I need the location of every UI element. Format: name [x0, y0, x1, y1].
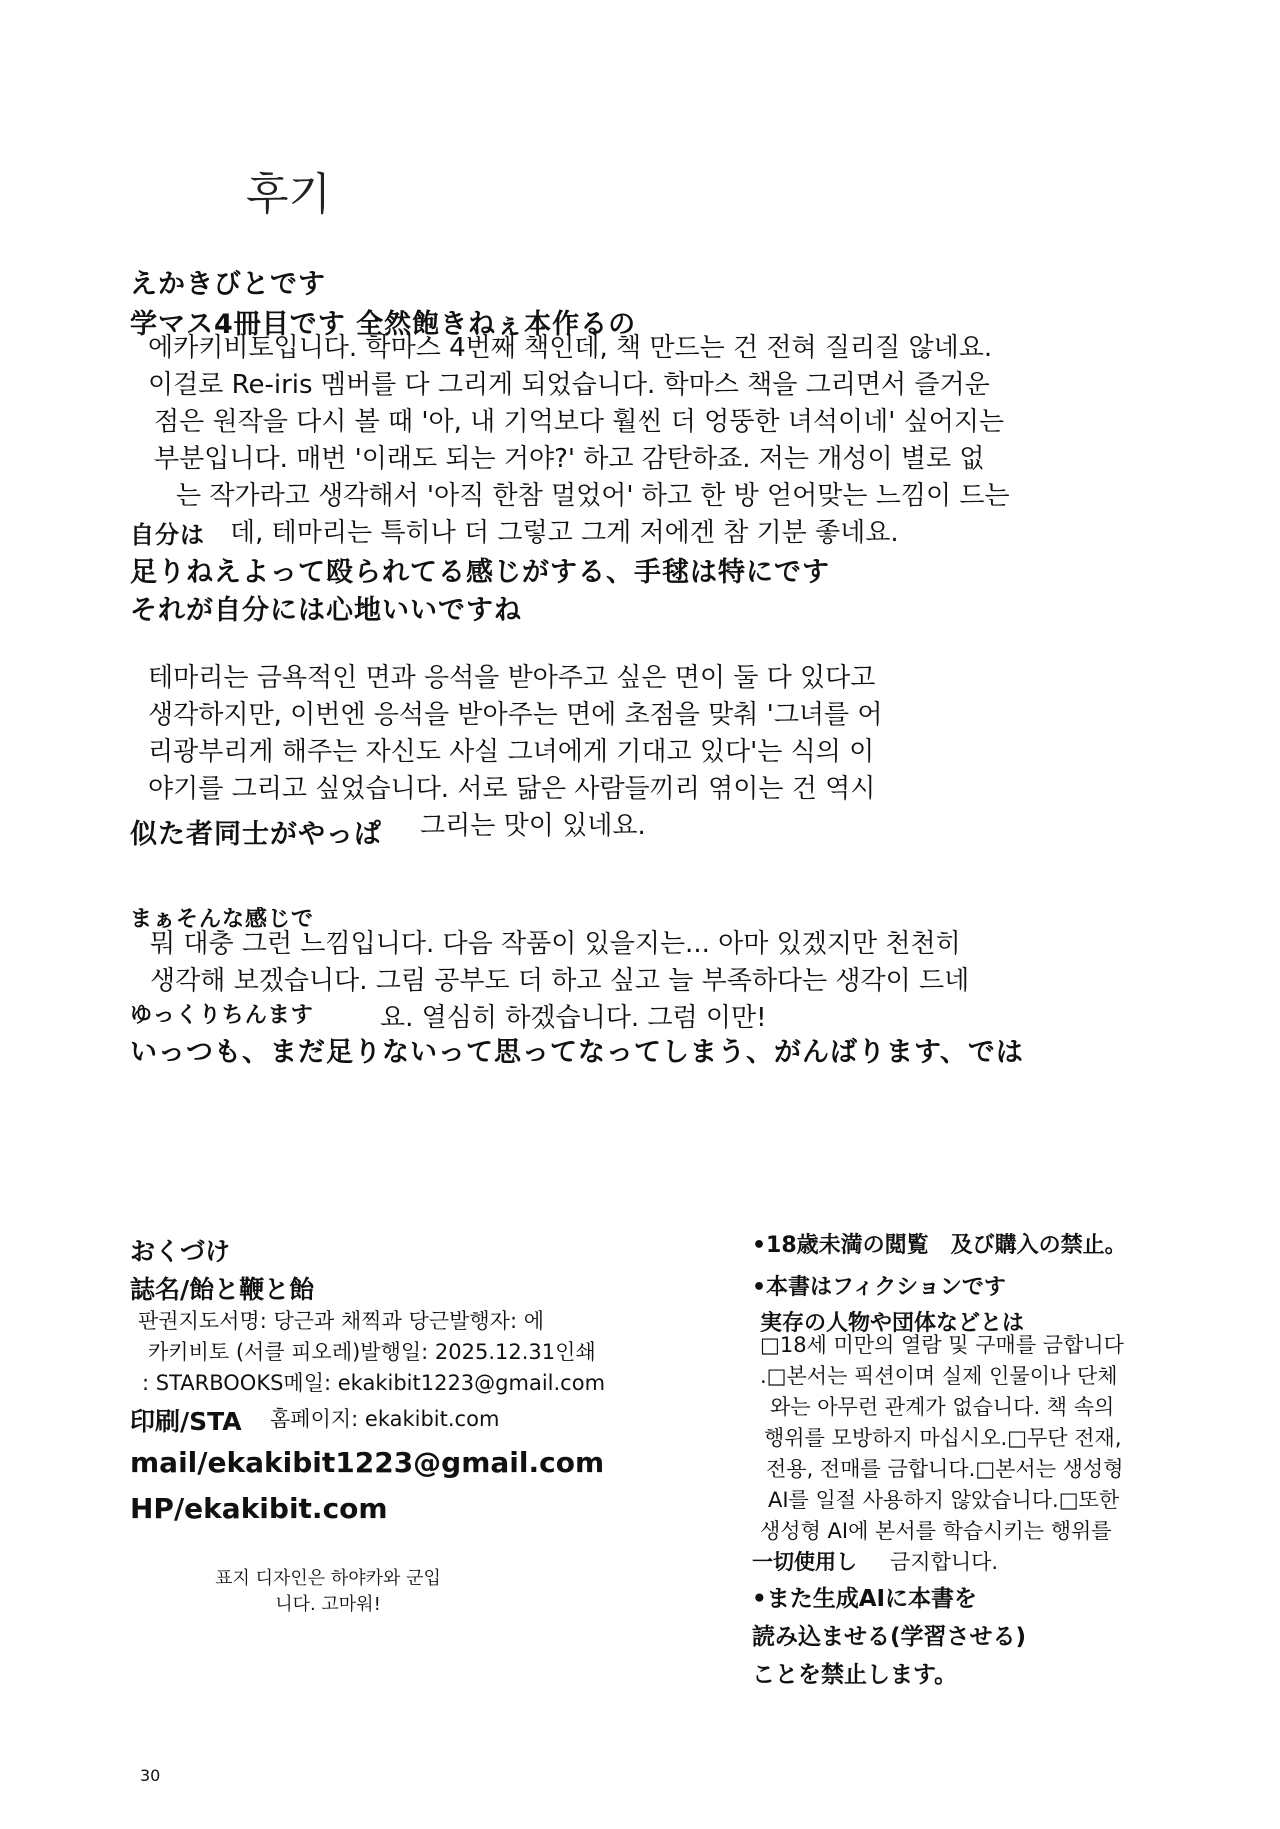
kr-line: 그리는 맛이 있네요. — [420, 811, 646, 841]
kr-line: 생각해 보겠습니다. 그림 공부도 더 하고 싶고 늘 부족하다는 생각이 드네 — [150, 966, 970, 996]
colophon-kr-line: 판권지도서명: 당근과 채찍과 당근발행자: 에 — [138, 1309, 544, 1333]
notice-kr-line: 행위를 모방하지 마십시오.□무단 전재, — [764, 1426, 1122, 1450]
kr-line: 야기를 그리고 싶었습니다. 서로 닮은 사람들끼리 엮이는 건 역시 — [148, 774, 876, 804]
notice-kr-line: 생성형 AI에 본서를 학습시키는 행위를 — [760, 1519, 1112, 1543]
notice-jp-line: 一切使用し — [752, 1550, 857, 1574]
page-title: 후기 — [246, 169, 332, 220]
kr-line: 뭐 대충 그런 느낌입니다. 다음 작품이 있을지는... 아마 있겠지만 천천히 — [150, 929, 961, 959]
jp-fragment: ゆっくりちんます — [130, 1003, 314, 1028]
notice-age: •18歳未満の閲覧 及び購入の禁止。 — [752, 1233, 1127, 1258]
notice-kr-line: □18세 미만의 열람 및 구매를 금합니다 — [760, 1333, 1124, 1357]
kr-line: 데, 테마리는 특히나 더 그렇고 그게 저에겐 참 기분 좋네요. — [230, 518, 899, 548]
afterword-paragraph-1 — [140, 330, 1100, 552]
jp-fragment: まぁそんな感じで — [130, 907, 315, 932]
kr-line: 테마리는 금욕적인 면과 응석을 받아주고 싶은 면이 둘 다 있다고 — [148, 663, 876, 693]
notice-kr-line: 와는 아무런 관계가 없습니다. 책 속의 — [770, 1395, 1115, 1419]
kr-line: 이걸로 Re-iris 멤버를 다 그리게 되었습니다. 학마스 책을 그리면서 즐거운 — [148, 370, 990, 400]
colophon-print: 印刷/STA — [130, 1407, 242, 1436]
notice-kr-line: 금지합니다. — [890, 1550, 999, 1574]
notice-kr-line: AI를 일절 사용하지 않았습니다.□또한 — [768, 1488, 1120, 1512]
jp-fragment: 自分は — [130, 521, 205, 549]
colophon-heading: おくづけ — [130, 1237, 231, 1266]
jp-line-2: 学マス4冊目です 全然飽きねぇ本作るの — [130, 309, 637, 340]
colophon-kr-line: : STARBOOKS메일: ekakibit1223@gmail.com — [142, 1371, 606, 1395]
notice-jp-line: 実存の人物や団体などとは — [760, 1311, 1025, 1336]
notice-ai: ことを禁止します。 — [752, 1662, 958, 1688]
kr-line: 부분입니다. 매번 '이래도 되는 거야?' 하고 감탄하죠. 저는 개성이 별로 없 — [154, 444, 985, 474]
notice-ai: 読み込ませる(学習させる) — [752, 1624, 1027, 1650]
colophon-title: 誌名/飴と鞭と飴 — [130, 1275, 315, 1304]
cover-note-line: 표지 디자인은 하야카와 군입 — [215, 1568, 441, 1589]
kr-line: 생각하지만, 이번엔 응석을 받아주는 면에 초점을 맞춰 '그녀를 어 — [148, 700, 883, 730]
notice-fiction: •本書はフィクションです — [752, 1275, 1006, 1300]
cover-note — [198, 1566, 458, 1618]
notice-kr-line: .□본서는 픽션이며 실제 인물이나 단체 — [760, 1364, 1118, 1388]
notice-ai: •また生成AIに本書を — [752, 1586, 978, 1612]
kr-line: 점은 원작을 다시 볼 때 '아, 내 기억보다 훨씬 더 엉뚱한 녀석이네' 싶어지는 — [154, 407, 1005, 437]
kr-line: 리광부리게 해주는 자신도 사실 그녀에게 기대고 있다'는 식의 이 — [148, 737, 875, 767]
kr-line: 는 작가라고 생각해서 '아직 한참 멀었어' 하고 한 방 얻어맞는 느낌이 드는 — [176, 481, 1010, 511]
kr-line: 요. 열심히 하겠습니다. 그럼 이만! — [380, 1003, 767, 1033]
colophon-kr-line: 카키비토 (서클 피오레)발행일: 2025.12.31인쇄 — [148, 1340, 596, 1364]
colophon-homepage-kr: 홈페이지: ekakibit.com — [270, 1407, 500, 1431]
colophon-kr — [138, 1306, 605, 1399]
colophon-mail: mail/ekakibit1223@gmail.com — [130, 1446, 605, 1479]
kr-line: 에카키비토입니다. 학마스 4번째 책인데, 책 만드는 건 전혀 질리질 않네요. — [148, 333, 993, 363]
jp-greeting: えかきびとです — [130, 269, 326, 300]
colophon-hp: HP/ekakibit.com — [130, 1492, 388, 1525]
jp-line: 足りねえよって殴られてる感じがする、手毬は特にです — [130, 557, 830, 588]
page-number: 30 — [140, 1766, 161, 1785]
jp-line: 似た者同士がやっぱ — [130, 819, 382, 850]
notice-kr — [760, 1330, 1124, 1578]
jp-line: それが自分には心地いいですね — [130, 595, 522, 626]
jp-line: いっつも、まだ足りないって思ってなってしまう、がんばります、では — [130, 1037, 1024, 1068]
cover-note-line: 니다. 고마워! — [275, 1594, 381, 1615]
notice-kr-line: 전용, 전매를 금합니다.□본서는 생성형 — [766, 1457, 1124, 1481]
